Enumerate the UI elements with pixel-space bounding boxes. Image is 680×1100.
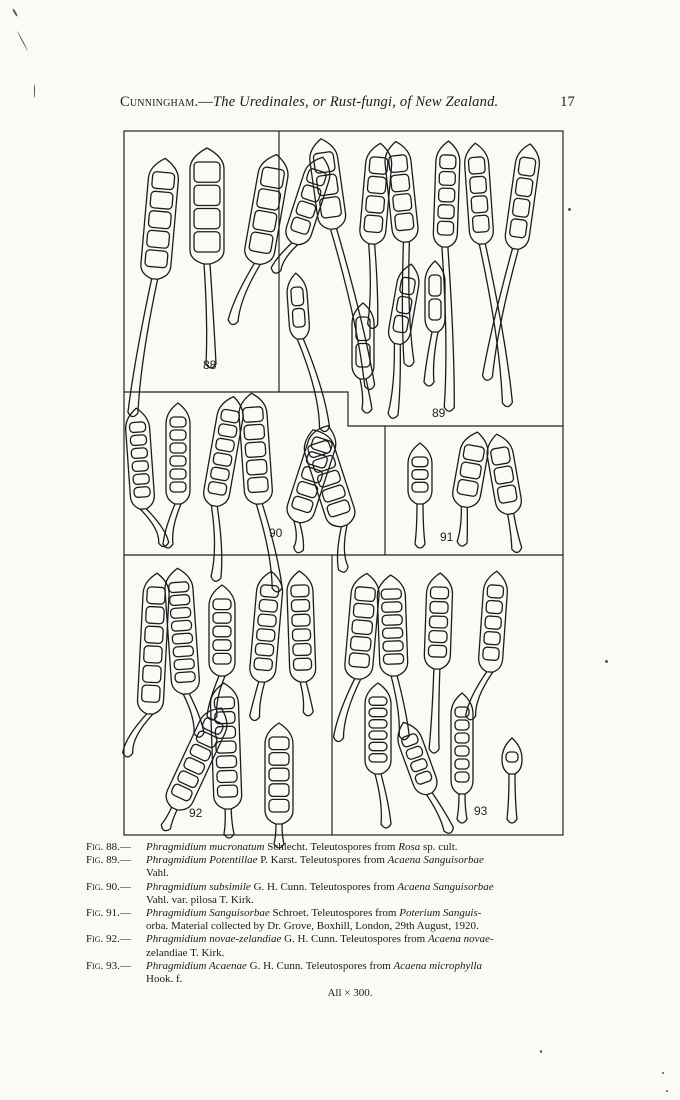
- caption-rest: sp. cult.: [420, 841, 458, 853]
- figure-number-92: 92: [189, 806, 203, 820]
- figure-number-93: 93: [474, 804, 488, 818]
- teleutospore: [351, 142, 393, 329]
- teleutospore: [465, 570, 508, 722]
- figure-number-91: 91: [440, 530, 454, 544]
- teleutospore: [210, 683, 243, 839]
- teleutospore: [377, 575, 411, 741]
- teleutospore: [365, 683, 391, 828]
- caption-text: Teleutospores from: [303, 959, 394, 972]
- figure-number-90: 90: [269, 526, 283, 540]
- teleutospore: [124, 407, 169, 549]
- teleutospore: [392, 718, 456, 839]
- teleutospore: [227, 151, 291, 329]
- teleutospore: [408, 443, 432, 548]
- caption-host: Acaena Sanguisorbae: [387, 854, 484, 867]
- caption-species: Phragmidium subsimile: [146, 880, 251, 893]
- caption-fig-91: [86, 907, 574, 933]
- caption-fig-90: [86, 881, 574, 907]
- caption-fig-number: 88.—: [106, 841, 131, 853]
- scan-speck: [605, 660, 608, 663]
- caption-species: Phragmidium novae-zelandiae: [146, 933, 282, 946]
- caption-fig-number: 92.—: [106, 933, 131, 946]
- teleutospore: [286, 571, 317, 717]
- teleutospore: [123, 572, 171, 759]
- caption-fig-89: [86, 854, 574, 880]
- header-dash: —: [198, 94, 213, 110]
- teleutospore: [424, 261, 445, 386]
- caption-fig-92: [86, 933, 574, 959]
- caption-text: Teleutospores from: [307, 880, 398, 893]
- caption-authority: Schroet.: [269, 907, 309, 920]
- teleutospore: [189, 394, 253, 582]
- figure-number-89: 89: [432, 406, 446, 420]
- teleutospore: [484, 432, 530, 555]
- caption-host: Acaena novae-: [427, 933, 494, 946]
- teleutospore: [374, 262, 425, 419]
- caption-fig-88: [86, 841, 574, 854]
- caption-host: Rosa: [398, 841, 421, 853]
- page-number: 17: [560, 94, 575, 110]
- header-title: The Uredinales, or Rust-fungi, of New Zealand.: [212, 94, 499, 110]
- teleutospore: [427, 141, 463, 412]
- caption-host: Acaena microphylla: [393, 959, 483, 972]
- figure-number-88: 88: [203, 358, 217, 372]
- caption-authority: G. H. Cunn.: [250, 880, 308, 893]
- scan-speck: [34, 84, 35, 98]
- figure-numbers: [189, 358, 488, 820]
- teleutospore: [265, 723, 293, 848]
- caption-continuation: Vahl.: [146, 867, 169, 880]
- teleutospore: [238, 392, 283, 594]
- caption-authority: G. H. Cunn.: [246, 959, 304, 972]
- caption-continuation: zelandiae T. Kirk.: [146, 946, 225, 959]
- teleutospore: [333, 572, 381, 744]
- caption-fig-label: Fig.: [86, 907, 104, 920]
- teleutospore: [245, 570, 284, 722]
- caption-continuation: Vahl. var. pilosa T. Kirk.: [146, 893, 254, 906]
- teleutospore: [286, 272, 330, 434]
- caption-authority: P. Karst.: [257, 854, 298, 867]
- caption-host: Poterium Sanguis-: [399, 907, 482, 920]
- caption-species: Phragmidium Acaenae: [146, 959, 247, 972]
- teleutospore: [451, 693, 473, 823]
- teleutospore: [128, 157, 181, 419]
- teleutospore: [502, 738, 522, 823]
- caption-fig-93: [86, 960, 574, 986]
- caption-text: Teleutospores from: [337, 933, 428, 946]
- caption-text: Teleutospores from: [308, 907, 400, 920]
- teleutospore: [421, 573, 453, 754]
- scan-speck: [666, 1090, 668, 1092]
- caption-species: Phragmidium Potentillae: [146, 854, 258, 867]
- caption-fig-label: Fig.: [86, 880, 104, 893]
- caption-fig-label: Fig.: [86, 841, 104, 853]
- teleutospore: [190, 148, 224, 368]
- caption-species: Phragmidium Sanguisorbae: [146, 907, 270, 920]
- teleutospore: [163, 403, 190, 548]
- caption-continuation: orba. Material collected by Dr. Grove, Boxhill, London, 29th August, 1920.: [146, 920, 479, 933]
- caption-fig-number: 90.—: [106, 880, 131, 893]
- scan-speck: [540, 1050, 542, 1053]
- caption-fig-number: 93.—: [106, 959, 131, 972]
- magnification-note: All × 300.: [327, 987, 373, 1000]
- caption-fig-number: 89.—: [106, 854, 131, 867]
- caption-fig-number: 91.—: [106, 907, 131, 920]
- caption-host: Acaena Sanguisorbae: [397, 880, 494, 893]
- caption-authority: Schlecht.: [264, 841, 308, 853]
- figure-caption: [86, 841, 574, 1000]
- caption-text: Teleutospores from: [307, 841, 399, 853]
- caption-fig-label: Fig.: [86, 854, 104, 867]
- header-author: Cunningham.: [120, 94, 199, 110]
- scan-speck: [568, 208, 571, 211]
- caption-continuation: Hook. f.: [146, 973, 183, 986]
- caption-fig-label: Fig.: [86, 933, 104, 946]
- scan-speck: [662, 1072, 664, 1074]
- caption-fig-label: Fig.: [86, 959, 104, 972]
- teleutospore: [482, 142, 542, 383]
- teleutospore: [352, 303, 374, 413]
- caption-text: Teleutospores from: [297, 854, 388, 867]
- caption-species: Phragmidium mucronatum: [146, 841, 265, 853]
- caption-authority: G. H. Cunn.: [281, 933, 338, 946]
